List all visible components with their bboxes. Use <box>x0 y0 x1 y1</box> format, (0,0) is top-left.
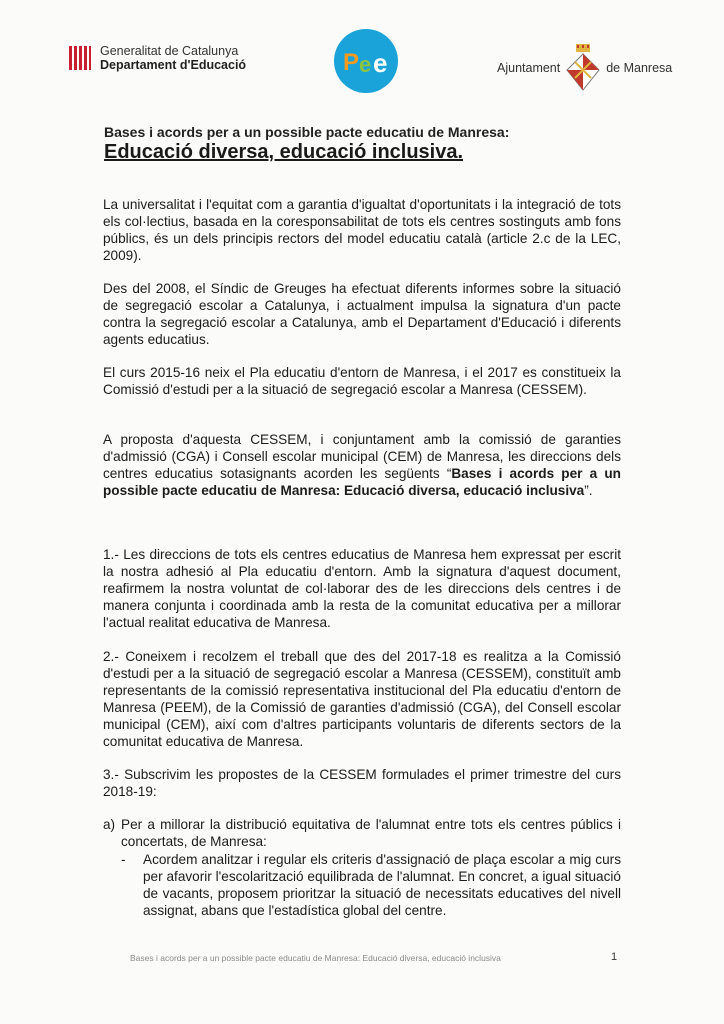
manresa-shield-icon <box>566 44 600 92</box>
generalitat-logo-icon <box>68 44 92 72</box>
generalitat-name: Generalitat de Catalunya <box>100 44 239 58</box>
paragraph-4-end: ”. <box>584 483 593 498</box>
svg-text:e: e <box>359 52 372 77</box>
document-title: Educació diversa, educació inclusiva. <box>104 141 464 163</box>
page-number: 1 <box>611 951 618 963</box>
paragraph-3: El curs 2015-16 neix el Pla educatiu d'entorn de Manresa, i el 2017 es constitueix la Comissió d'estudi per a la situació de segregació escolar a Manresa (CESSEM). <box>103 365 621 397</box>
agreement-item-a <box>103 816 621 919</box>
svg-text:P: P <box>343 49 360 76</box>
paragraph-4-bold: Bases i acords per a un possible pacte educatiu de Manresa: Educació diversa, educació inclusiva <box>103 466 621 498</box>
generalitat-header <box>68 44 246 72</box>
subitem-dash: - <box>121 852 126 867</box>
agreement-item-2: 2.- Coneixem i recolzem el treball que des del 2017-18 es realitza a la Comissió d'estudi per a la situació de segregació escolar a Manresa (CESSEM), constituït amb representants de la comissió representativa institucional del Pla educatiu d'entorn de Manresa (PEEM), de la Comissió de garanties d'admissió (CGA), del Consell escolar municipal (CEM), així com d'altres participants voluntaris de diferents sectors de la comunitat educativa de Manresa. <box>103 649 621 749</box>
ajuntament-header <box>497 44 672 92</box>
paragraph-2: Des del 2008, el Síndic de Greuges ha efectuat diferents informes sobre la situació de segregació escolar a Catalunya, i actualment impulsa la signatura d'un pacte contra la segregació escolar a Catalunya, amb el Departament d'Educació i diferents agents educatius. <box>103 281 621 347</box>
agreement-item-3: 3.- Subscrivim les propostes de la CESSEM formulades el primer trimestre del curs 2018-19: <box>103 767 621 799</box>
item-a-text: Per a millorar la distribució equitativa de l'alumnat entre tots els centres públics i concertats, de Manresa: <box>121 817 621 849</box>
subitem-text: Acordem analitzar i regular els criteris d'assignació de plaça escolar a mig curs per afavorir l'escolarització equilibrada de l'alumnat. En concret, a igual situació de vacants, proposem prioritzar la situació de necessitats educatives del nivell assignat, abans que l'estadística global del centre. <box>143 852 621 918</box>
manresa-label: de Manresa <box>606 61 673 75</box>
department-name: Departament d'Educació <box>100 58 247 72</box>
paragraph-4-text: A proposta d'aquesta CESSEM, i conjuntament amb la comissió de garanties d'admissió (CGA) i Consell escolar municipal (CEM) de Manresa, les direccions dels centres educatius sotasignants acorden les següents “ <box>103 432 621 481</box>
document-subtitle: Bases i acords per a un possible pacte educatiu de Manresa: <box>104 124 510 140</box>
svg-text:e: e <box>373 48 388 78</box>
agreement-item-1: 1.- Les direccions de tots els centres educatius de Manresa hem expressat per escrit la nostra adhesió al Pla educatiu d'entorn. Amb la signatura d'aquest document, reafirmem la nostra voluntat de col·laborar des de les direccions dels centres i de manera conjunta i coordinada amb la resta de la comunitat educativa per a millorar l'actual realitat educativa de Manresa. <box>103 547 621 630</box>
item-a-subitem-1 <box>121 851 621 919</box>
ajuntament-label: Ajuntament <box>497 61 561 75</box>
pee-logo-icon <box>333 28 399 94</box>
paragraph-1: La universalitat i l'equitat com a garantia d'igualtat d'oportunitats i la integració de tots els col·lectius, basada en la coresponsabilitat de tots els centres sostinguts amb fons públics, és un dels principis rectors del model educatiu català (article 2.c de la LEC, 2009). <box>103 197 621 263</box>
paragraph-4 <box>103 431 621 499</box>
item-a-label: a) <box>103 817 116 832</box>
page-footer: Bases i acords per a un possible pacte educatiu de Manresa: Educació diversa, educació inclusiva <box>130 953 501 963</box>
